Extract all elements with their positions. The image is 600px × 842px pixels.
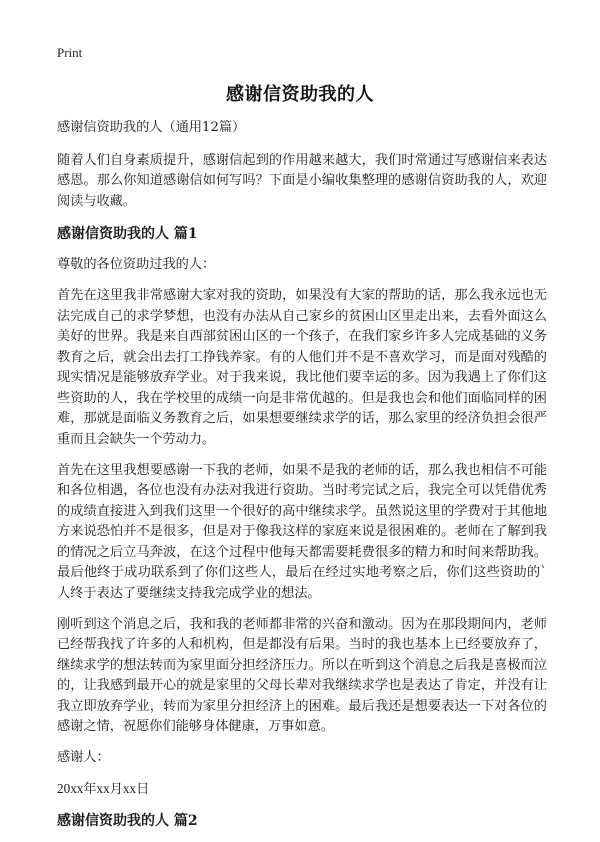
page-title: 感谢信资助我的人 bbox=[226, 84, 374, 105]
section-heading-2: 感谢信资助我的人 篇2 bbox=[57, 813, 198, 829]
article-subtitle: 感谢信资助我的人（通用12篇） bbox=[57, 120, 246, 135]
print-link[interactable]: Print bbox=[57, 45, 83, 60]
letter-paragraph: 刚听到这个消息之后，我和我的老师都非常的兴奋和激动。因为在那段期间内，老师已经帮我找了许多的人和机构，但是都没有后果。当时的我也基本上已经要放弃了，继续求学的想法转而为家里面分担经济压力。所以在听到这个消息之后我是喜极而泣的，让我感到最开心的就是家里的父母长辈对我继续求学也是表达了肯定，并没有让我立即放弃学业，转而为家里分担经济上的困难。最后我还是想要表达一下对各位的感谢之情，祝愿你们能够身体健康，万事如意。 bbox=[57, 616, 547, 734]
section-heading-1: 感谢信资助我的人 篇1 bbox=[57, 225, 198, 242]
intro-paragraph: 随着人们自身素质提升，感谢信起到的作用越来越大，我们时常通过写感谢信来表达感恩。那么你知道感谢信如何写吗？下面是小编收集整理的感谢信资助我的人，欢迎阅读与收藏。 bbox=[57, 152, 547, 209]
letter-greeting: 尊敬的各位资助过我的人： bbox=[57, 256, 216, 272]
letter-date: 20xx年xx月xx日 bbox=[57, 781, 150, 796]
article-body bbox=[57, 118, 547, 842]
letter-paragraph: 首先在这里我非常感谢大家对我的资助，如果没有大家的帮助的话，那么我永远也无法完成自己的求学梦想，也没有办法从自己家乡的贫困山区里走出来，去看外面这么美好的世界。我是来自西部贫困山区的一个孩子，在我们家乡许多人完成基础的义务教育之后，就会出去打工挣钱养家。有的人他们并不是不喜欢学习，而是面对残酷的现实情况是能够放弃学业。对于我来说，我比他们要幸运的多。因为我遇上了你们这些资助的人，我在学校里的成绩一向是非常优越的。但是我也会和他们面临同样的困难，那就是面临义务教育之后，如果想要继续求学的话，那么家里的经济负担会很严重而且会缺失一个劳动力。 bbox=[57, 288, 547, 447]
letter-paragraph: 首先在这里我想要感谢一下我的老师，如果不是我的老师的话，那么我也相信不可能和各位相遇，各位也没有办法对我进行资助。当时考完试之后，我完全可以凭借优秀的成绩直接进入到我们这里一个很好的高中继续求学。虽然说这里的学费对于其他地方来说恐怕并不是很多，但是对于像我这样的家庭来说是很困难的。老师在了解到我的情况之后立马奔波，在这个过程中他每天都需要耗费很多的精力和时间来帮助我。最后他终于成功联系到了你们这些人，最后在经过实地考察之后，你们这些资助的`人终于表达了要继续支持我完成学业的想法。 bbox=[57, 462, 547, 601]
letter-signoff: 感谢人： bbox=[57, 750, 110, 765]
